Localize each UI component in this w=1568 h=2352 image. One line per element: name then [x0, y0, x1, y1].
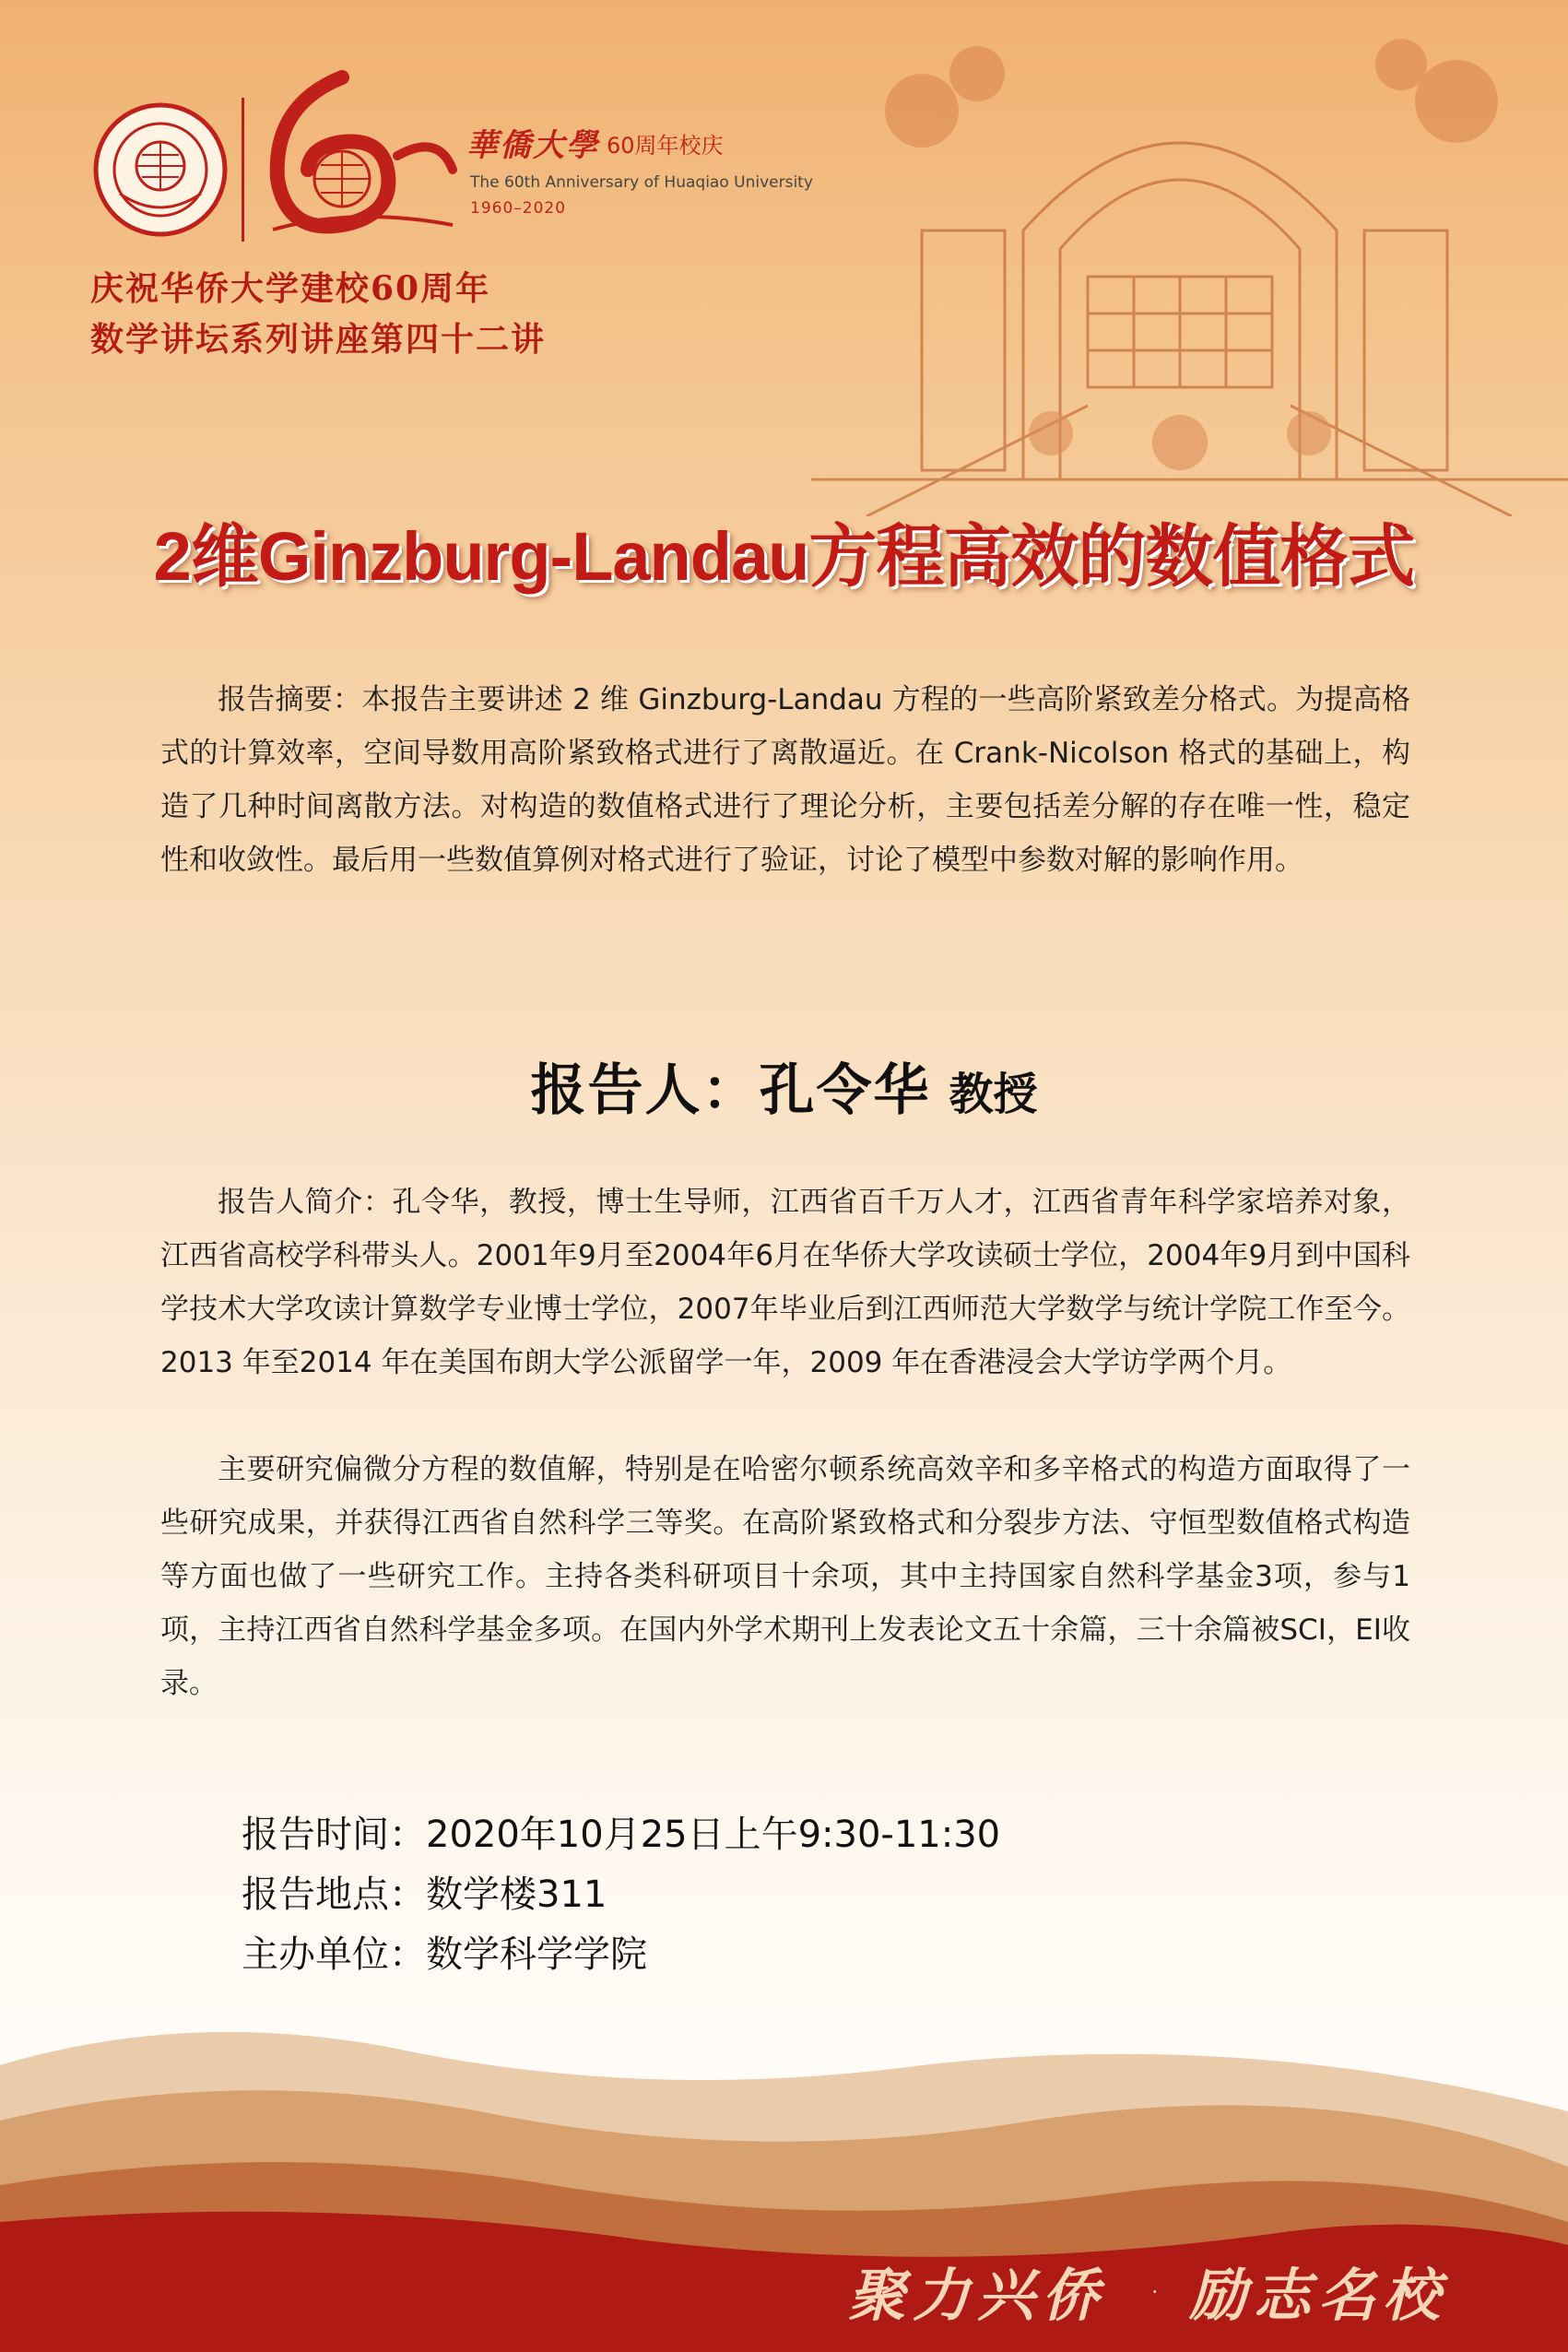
bio-paragraph-1: 报告人简介：孔令华，教授，博士生导师，江西省百千万人才，江西省青年科学家培养对象，江西省高校学科带头人。2001年9月至2004年6月在华侨大学攻读硕士学位，2004年9月到中国科学技术大学攻读计算数学专业博士学位，2007年毕业后到江西师范大学数学与统计学院工作至今。2013 年至2014 年在美国布朗大学公派留学一年，2009 年在香港浸会大学访学两个月。	[160, 1186, 1410, 1379]
bio-paragraph-2: 主要研究偏微分方程的数值解，特别是在哈密尔顿系统高效辛和多辛格式的构造方面取得了一些研究成果，并获得江西省自然科学三等奖。在高阶紧致格式和分裂步方法、守恒型数值格式构造等方面也做了一些研究工作。主持各类科研项目十余项，其中主持国家自然科学基金3项，参与1项，主持江西省自然科学基金多项。在国内外学术期刊上发表论文五十余篇，三十余篇被SCI，EI收录。	[160, 1453, 1410, 1700]
event-location: 报告地点：数学楼311	[242, 1873, 607, 1916]
campus-gate-illustration	[811, 0, 1568, 516]
slogan-separator: ·	[1151, 2279, 1159, 2305]
sixtieth-anniversary-emblem-icon	[254, 68, 457, 243]
logo-divider	[242, 98, 244, 242]
headline-anniversary: 庆祝华侨大学建校60周年	[90, 269, 491, 308]
huaqiao-university-seal-icon	[92, 101, 229, 238]
abstract-paragraph: 报告摘要：本报告主要讲述 2 维 Ginzburg-Landau 方程的一些高阶紧致差分格式。为提高格式的计算效率，空间导数用高阶紧致格式进行了离散逼近。在 Crank-Nicolson 格式的基础上，构造了几种时间离散方法。对构造的数值格式进行了理论分析，主要包括差分解的存在唯一性，稳定性和收敛性。最后用一些数值算例对格式进行了验证，讨论了模型中参数对解的影响作用。	[160, 683, 1410, 877]
speaker-rank: 教授	[949, 1069, 1038, 1120]
logo-block	[72, 65, 846, 249]
speaker-name: 报告人：孔令华	[530, 1058, 931, 1123]
event-host: 主办单位：数学科学学院	[242, 1933, 647, 1976]
anniversary-years: 1960–2020	[470, 199, 567, 218]
slogan-left: 聚力兴侨	[848, 2262, 1107, 2329]
event-time: 报告时间：2020年10月25日上午9:30-11:30	[242, 1814, 1001, 1856]
headline-lecture-series: 数学讲坛系列讲座第四十二讲	[90, 320, 547, 359]
anniversary-label-en: The 60th Anniversary of Huaqiao University	[470, 173, 813, 192]
slogan-right: 励志名校	[1189, 2262, 1448, 2329]
anniversary-label-cn: 60周年校庆	[607, 133, 724, 159]
speaker-heading	[0, 1046, 1568, 1126]
lecture-title: 2维Ginzburg-Landau方程高效的数值格式	[153, 518, 1415, 595]
university-name-cn: 華僑大學	[466, 127, 599, 164]
